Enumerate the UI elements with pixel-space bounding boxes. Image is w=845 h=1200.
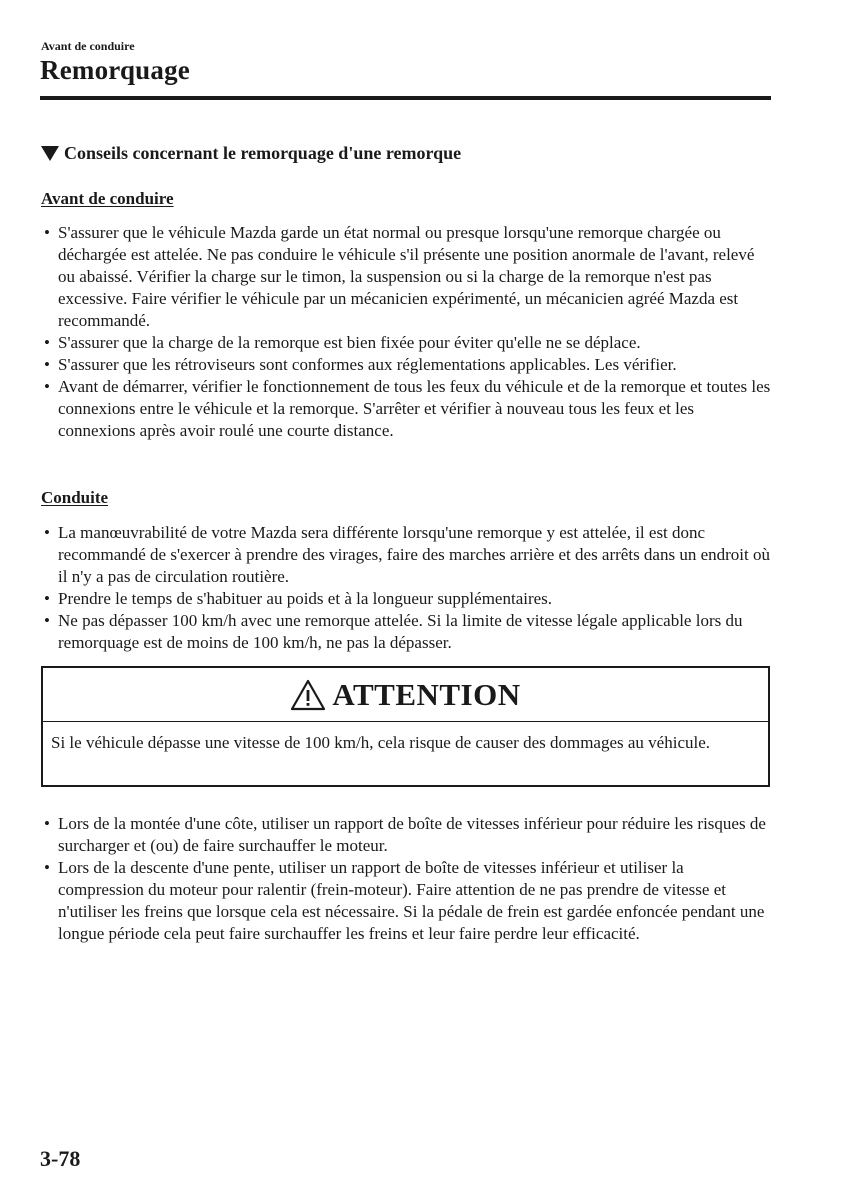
before-driving-list bbox=[42, 222, 772, 442]
page-number: 3-78 bbox=[40, 1146, 81, 1171]
subheading-before-driving: Avant de conduire bbox=[41, 189, 174, 208]
attention-text: Si le véhicule dépasse une vitesse de 100 km/h, cela risque de causer des dommages au véhicule. bbox=[51, 733, 711, 752]
subheading-driving: Conduite bbox=[41, 488, 109, 507]
list-item: • La manœuvrabilité de votre Mazda sera différente lorsqu'une remorque y est attelée, il est donc recommandé de s'exercer à prendre des virages, faire des marches arrière et des arrêts dans un endroit où il n'y a pas de circulation routière. bbox=[44, 523, 770, 586]
list-item: • S'assurer que le véhicule Mazda garde un état normal ou presque lorsqu'une remorque chargée ou déchargée est attelée. Ne pas conduire le véhicule s'il présente une position anormale de l'avant, relevé ou abaissé. Vérifier la charge sur le timon, la suspension ou si la charge de la remorque n'est pas excessive. Faire vérifier le véhicule par un mécanicien expérimenté, un mécanicien agréé Mazda est recommandé. bbox=[44, 223, 755, 330]
attention-title: ATTENTION bbox=[332, 676, 521, 712]
attention-box bbox=[41, 666, 770, 787]
after-attention-list bbox=[42, 813, 772, 945]
driving-list bbox=[42, 522, 772, 654]
triangle-down-icon bbox=[41, 146, 59, 161]
page-title: Remorquage bbox=[40, 55, 190, 85]
warning-triangle-icon bbox=[290, 679, 326, 711]
header-divider bbox=[40, 96, 771, 100]
list-item: • Prendre le temps de s'habituer au poids et à la longueur supplémentaires. bbox=[44, 589, 553, 608]
list-item: • Lors de la descente d'une pente, utiliser un rapport de boîte de vitesses inférieur et utiliser la compression du moteur pour ralentir (frein-moteur). Faire attention de ne pas prendre de vitesse et n'utiliser les freins que lorsque cela est nécessaire. Si la pédale de frein est gardée enfoncée pendant une longue période cela peut faire surchauffer les freins et leur faire perdre leur efficacité. bbox=[44, 858, 765, 943]
attention-header bbox=[43, 668, 768, 722]
section-heading bbox=[41, 143, 461, 164]
list-item: • Ne pas dépasser 100 km/h avec une remorque attelée. Si la limite de vitesse légale applicable lors du remorquage est de moins de 100 km/h, ne pas la dépasser. bbox=[44, 611, 743, 652]
list-item: • Lors de la montée d'une côte, utiliser un rapport de boîte de vitesses inférieur pour réduire les risques de surcharger et (ou) de faire surchauffer le moteur. bbox=[44, 814, 766, 855]
list-item: • S'assurer que les rétroviseurs sont conformes aux réglementations applicables. Les vérifier. bbox=[44, 355, 677, 374]
section-heading-text: Conseils concernant le remorquage d'une remorque bbox=[64, 143, 462, 163]
list-item: • Avant de démarrer, vérifier le fonctionnement de tous les feux du véhicule et de la remorque et toutes les connexions entre le véhicule et la remorque. S'arrêter et vérifier à nouveau tous les feux et les connexions après avoir roulé une courte distance. bbox=[44, 377, 771, 440]
chapter-label: Avant de conduire bbox=[41, 39, 135, 53]
list-item: • S'assurer que la charge de la remorque est bien fixée pour éviter qu'elle ne se déplace. bbox=[44, 333, 641, 352]
